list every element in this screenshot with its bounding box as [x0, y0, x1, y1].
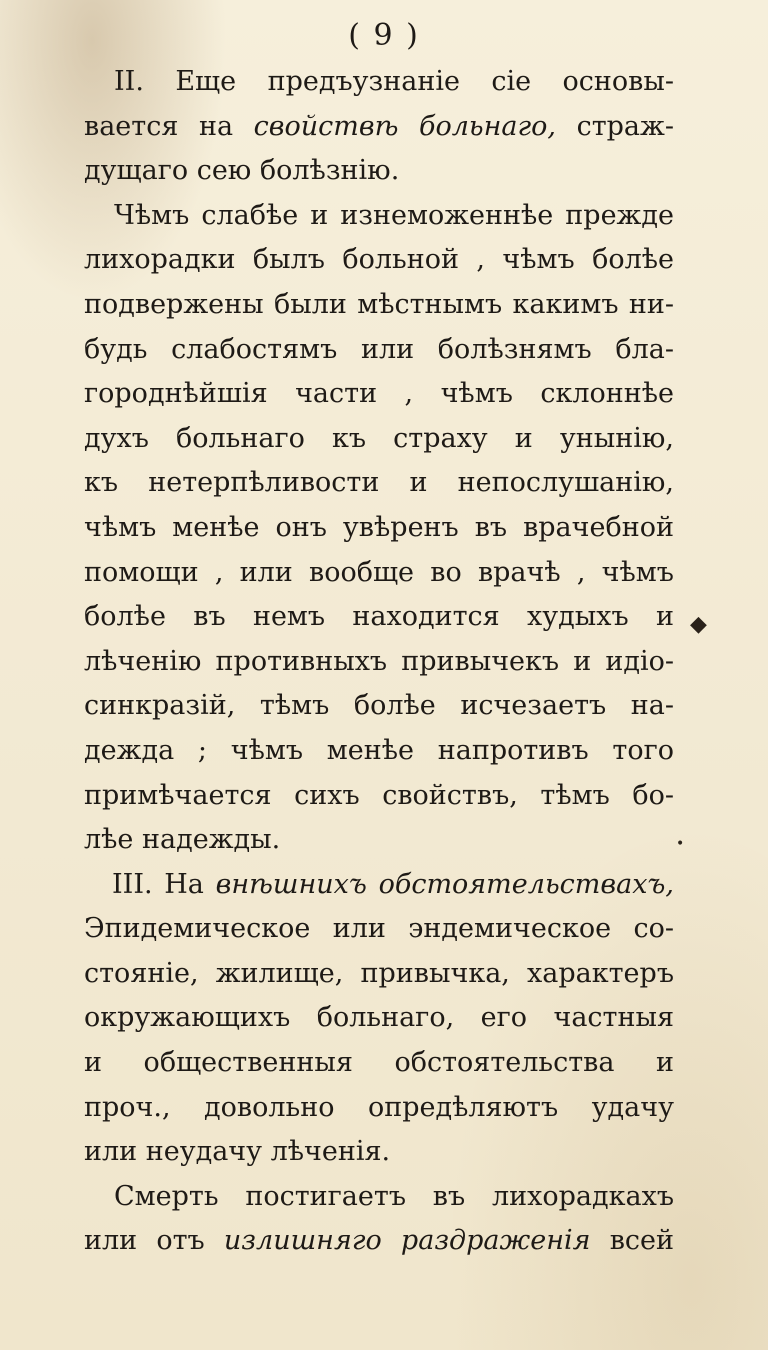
text-line	[84, 952, 674, 997]
text-segment: Эпидемическое или эндемическое со-	[84, 913, 674, 945]
text-segment: лѣченiю противныхъ привычекъ и идiо-	[84, 645, 674, 677]
text-segment: вается на	[84, 110, 254, 142]
text-segment: II. Еще предъузнанie сie основы-	[114, 66, 674, 97]
text-line	[84, 551, 674, 596]
italic-phrase: внѣшнихъ обстоятельствахъ,	[215, 868, 674, 900]
text-segment: городнѣйшiя части , чѣмъ склоннѣе	[84, 378, 674, 410]
text-segment: болѣе въ немъ находится худыхъ и	[84, 601, 674, 633]
text-line	[84, 149, 674, 194]
text-segment: лихорадки былъ больной , чѣмъ болѣе	[84, 244, 674, 276]
text-segment: и общественныя обстоятельства и	[84, 1047, 674, 1079]
text-segment: чѣмъ менѣе онъ увѣренъ въ врачебной	[84, 511, 674, 543]
text-line	[84, 506, 674, 551]
text-line	[84, 461, 674, 506]
text-line	[84, 1219, 674, 1264]
text-segment: примѣчается сихъ свойствъ, тѣмъ бо-	[84, 779, 674, 811]
margin-pointer-mark: ◆	[690, 612, 707, 637]
text-segment: дущаго сею болѣзнiю.	[84, 155, 400, 187]
text-segment: окружающихъ больнаго, его частныя	[84, 1002, 674, 1034]
text-line	[84, 684, 674, 729]
text-segment: III. На	[112, 868, 216, 900]
text-line	[84, 863, 674, 908]
text-segment: помощи , или вообще во врачѣ , чѣмъ	[84, 556, 674, 588]
text-line	[84, 194, 674, 239]
margin-dot-mark: •	[676, 836, 685, 852]
text-line	[84, 372, 674, 417]
text-line	[84, 774, 674, 819]
text-line	[84, 417, 674, 462]
italic-phrase: свойствѣ больнаго,	[253, 110, 556, 142]
text-line	[84, 238, 674, 283]
text-line	[84, 105, 674, 150]
text-segment: дежда ; чѣмъ менѣе напротивъ того	[84, 734, 674, 766]
text-line	[84, 595, 674, 640]
page-number: ( 9 )	[348, 18, 420, 53]
text-segment: будь слабостямъ или болѣзнямъ бла-	[84, 333, 674, 365]
text-line	[84, 640, 674, 685]
text-segment: Чѣмъ слабѣе и изнеможеннѣе прежде	[114, 199, 674, 231]
text-segment: всей	[590, 1225, 674, 1257]
text-segment: синкразiй, тѣмъ болѣе исчезаетъ на-	[84, 690, 674, 722]
text-segment: стоянiе, жилище, привычка, характеръ	[84, 957, 674, 989]
text-line	[84, 729, 674, 774]
text-line	[84, 1086, 674, 1131]
text-line	[84, 1041, 674, 1086]
text-segment: подвержены были мѣстнымъ какимъ ни-	[84, 288, 674, 320]
text-line	[84, 907, 674, 952]
text-segment: страж-	[555, 110, 674, 142]
text-line	[84, 1175, 674, 1220]
text-line	[84, 1130, 674, 1175]
text-segment: проч., довольно опредѣляютъ удачу	[84, 1091, 674, 1123]
text-line	[84, 818, 674, 863]
text-line	[84, 60, 674, 105]
italic-phrase: излишняго раздраженiя	[223, 1225, 591, 1257]
text-segment: или неудачу лѣченiя.	[84, 1136, 391, 1168]
text-segment: лѣе надежды.	[84, 824, 281, 856]
text-line	[84, 328, 674, 373]
text-segment: Смерть постигаетъ въ лихорадкахъ	[114, 1180, 674, 1212]
text-segment: или отъ	[84, 1225, 224, 1257]
text-line	[84, 283, 674, 328]
text-segment: къ нетерпѣливости и непослушанiю,	[84, 467, 674, 499]
text-line	[84, 996, 674, 1041]
text-segment: духъ больнаго къ страху и унынiю,	[84, 422, 674, 454]
body-text	[84, 60, 674, 1264]
